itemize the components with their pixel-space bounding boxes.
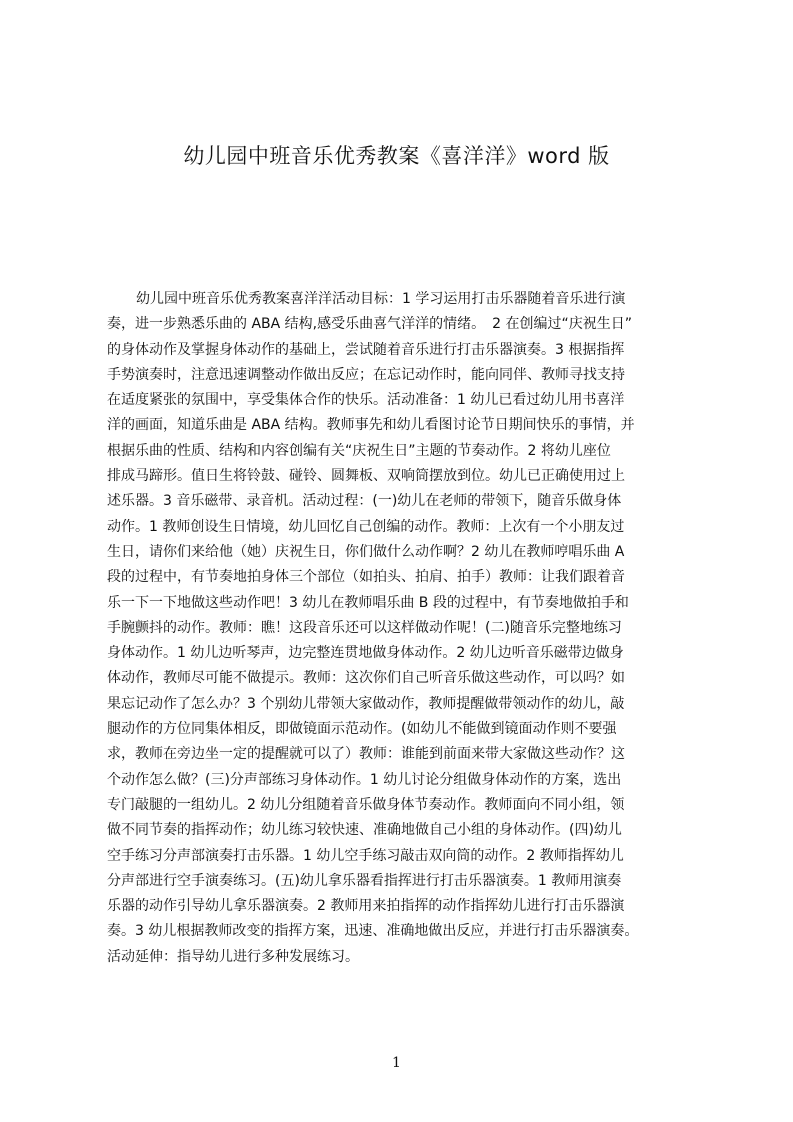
- body-line: 幼儿园中班音乐优秀教案喜洋洋活动目标：1 学习运用打击乐器随着音乐进行演: [136, 291, 626, 307]
- body-line: 个动作怎么做？(三)分声部练习身体动作。1 幼儿讨论分组做身体动作的方案，选出: [107, 771, 622, 788]
- body-line: 空手练习分声部演奏打击乐器。1 幼儿空手练习敲击双向筒的动作。2 教师指挥幼儿: [107, 847, 624, 864]
- body-line: 做不同节奏的指挥动作；幼儿练习较快速、准确地做自己小组的身体动作。(四)幼儿: [107, 822, 622, 839]
- body-line: 段的过程中，有节奏地拍身体三个部位（如拍头、拍肩、拍手）教师：让我们跟着音: [107, 569, 625, 586]
- body-line: 奏。3 幼儿根据教师改变的指挥方案，迅速、准确地做出反应，并进行打击乐器演奏。: [107, 923, 639, 940]
- page-number: 1: [392, 1055, 401, 1071]
- body-line: 排成马蹄形。值日生将铃鼓、碰铃、圆舞板、双响筒摆放到位。幼儿已正确使用过上: [107, 468, 625, 485]
- body-line: 乐一下一下地做这些动作吧！3 幼儿在教师唱乐曲 B 段的过程中，有节奏地做拍手和: [107, 594, 629, 611]
- body-line: 身体动作。1 幼儿边听琴声，边完整连贯地做身体动作。2 幼儿边听音乐磁带边做身: [107, 645, 624, 662]
- document-title: 幼儿园中班音乐优秀教案《喜洋洋》word 版: [183, 144, 610, 168]
- body-line: 洋的画面，知道乐曲是 ABA 结构。教师事先和幼儿看图讨论节日期间快乐的事情，并: [107, 417, 635, 434]
- body-line: 体动作，教师尽可能不做提示。教师：这次你们自己听音乐做这些动作，可以吗？如: [107, 670, 625, 687]
- body-line: 果忘记动作了怎么办？3 个别幼儿带领大家做动作，教师提醒做带领动作的幼儿，敲: [107, 695, 625, 712]
- body-line: 分声部进行空手演奏练习。(五)幼儿拿乐器看指挥进行打击乐器演奏。1 教师用演奏: [107, 872, 622, 889]
- body-line: 生日，请你们来给他（她）庆祝生日，你们做什么动作啊？2 幼儿在教师哼唱乐曲 A: [107, 543, 625, 560]
- body-line: 手势演奏时，注意迅速调整动作做出反应；在忘记动作时，能向同伴、教师寻找支持: [107, 366, 625, 383]
- body-line: 求，教师在旁边坐一定的提醒就可以了）教师：谁能到前面来带大家做这些动作？这: [107, 746, 625, 763]
- body-line: 根据乐曲的性质、结构和内容创编有关“庆祝生日”主题的节奏动作。2 将幼儿座位: [107, 442, 611, 459]
- body-line: 乐器的动作引导幼儿拿乐器演奏。2 教师用来拍指挥的动作指挥幼儿进行打击乐器演: [107, 898, 625, 915]
- body-line: 手腕颤抖的动作。教师：瞧！这段音乐还可以这样做动作呢！(二)随音乐完整地练习: [107, 619, 622, 636]
- document-body: [107, 287, 699, 1019]
- body-line: 述乐器。3 音乐磁带、录音机。活动过程：(一)幼儿在老师的带领下，随音乐做身体: [107, 493, 622, 510]
- body-line: 动作。1 教师创设生日情境，幼儿回忆自己创编的动作。教师：上次有一个小朋友过: [107, 518, 625, 535]
- body-line: 活动延伸：指导幼儿进行多种发展练习。: [107, 948, 359, 965]
- body-line: 的身体动作及掌握身体动作的基础上，尝试随着音乐进行打击乐器演奏。3 根据指挥: [107, 341, 625, 358]
- body-line: 专门敲腿的一组幼儿。2 幼儿分组随着音乐做身体节奏动作。教师面向不同小组，领: [107, 796, 625, 813]
- body-line: 奏，进一步熟悉乐曲的 ABA 结构,感受乐曲喜气洋洋的情绪。 2 在创编过“庆祝生日”: [107, 316, 632, 333]
- body-line: 在适度紧张的氛围中，享受集体合作的快乐。活动准备：1 幼儿已看过幼儿用书喜洋: [107, 392, 625, 409]
- body-line: 腿动作的方位同集体相反，即做镜面示范动作。(如幼儿不能做到镜面动作则不要强: [107, 721, 617, 738]
